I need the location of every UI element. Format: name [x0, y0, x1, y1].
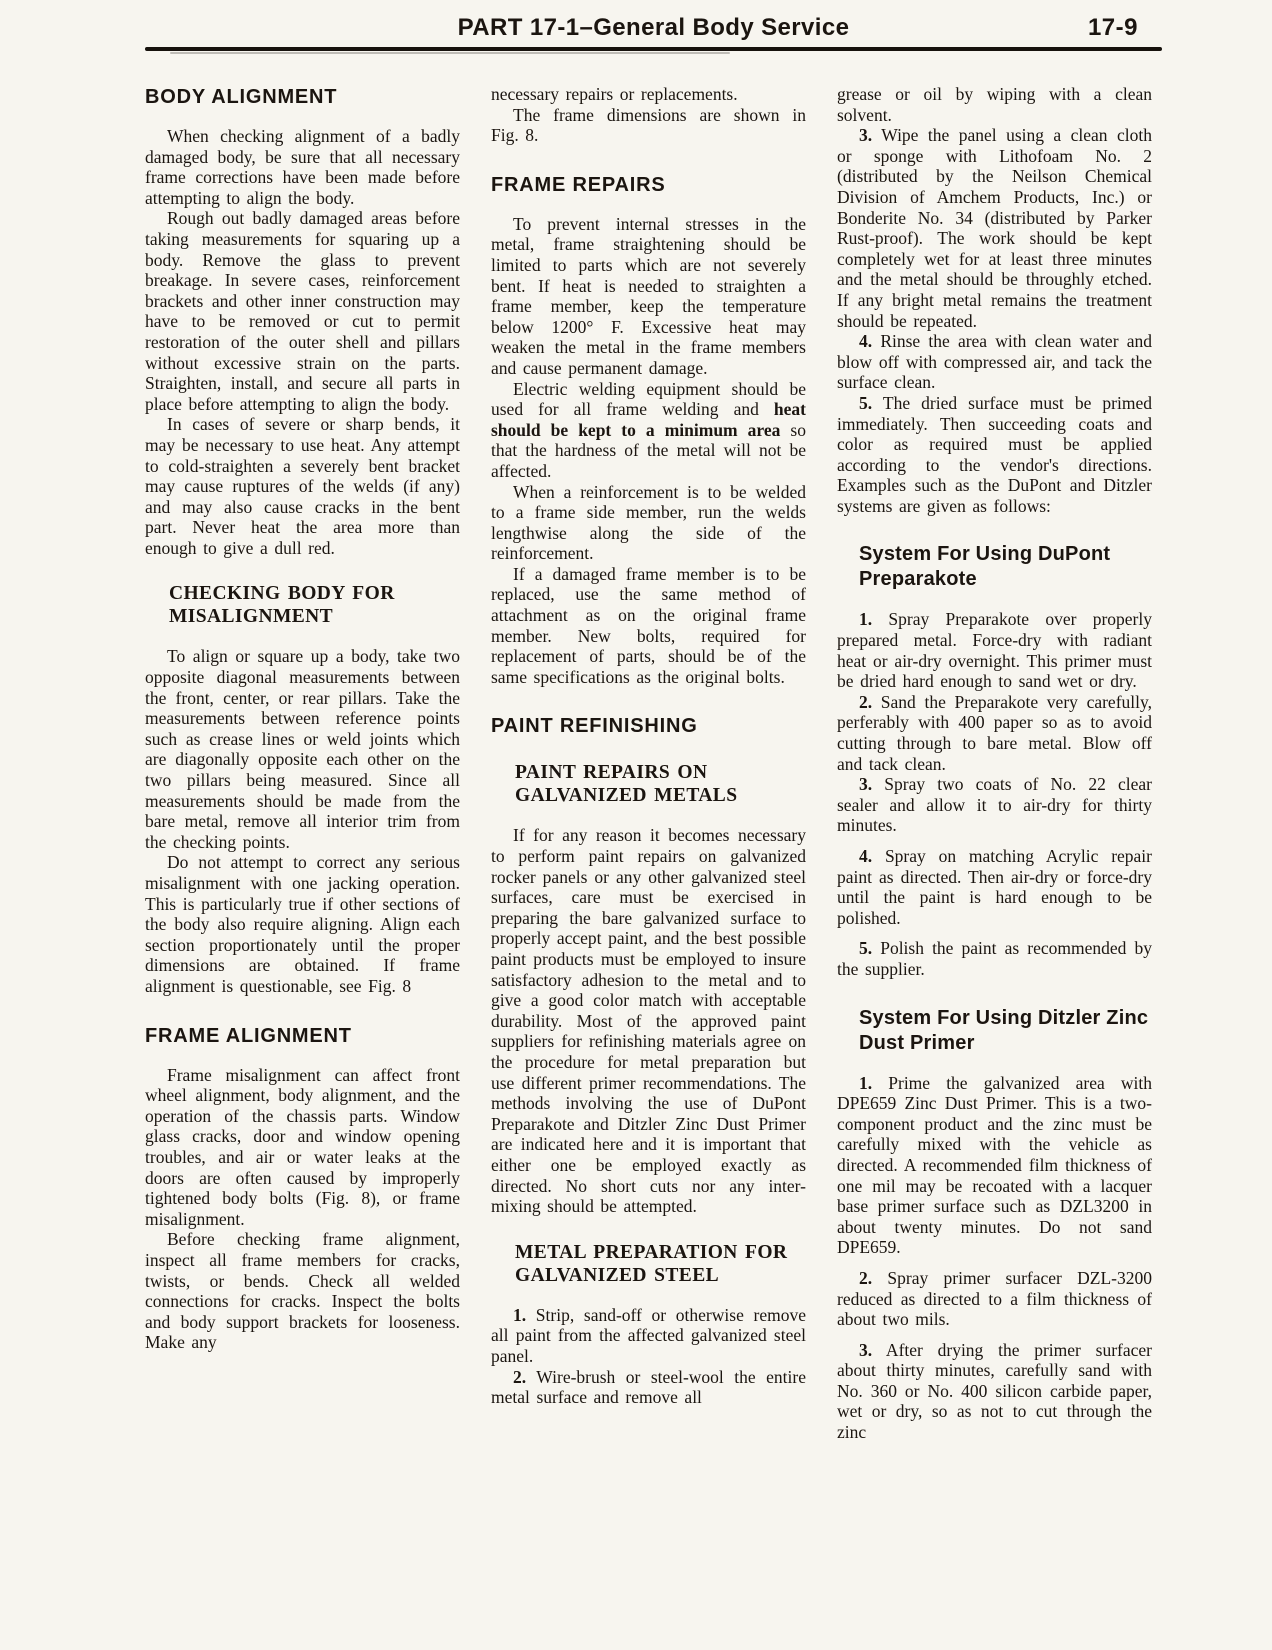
paragraph: To align or square up a body, take two opposite diagonal measurements between the front, center, or rear pillars. Take the measurements between reference points such as crease lines or weld joints which are diagonally opposite each other on the two pillars being measured. Since all measurements should be made from the bare metal, remove all interior trim from the checking points.: [145, 646, 460, 852]
list-item: 1. Spray Preparakote over properly prepared metal. Force-dry with radiant heat or air-dry overnight. This primer must be dried hard enough to sand wet or dry.: [837, 609, 1152, 692]
paragraph-continued: necessary repairs or replacements.: [491, 84, 738, 104]
heading-system-for-using-ditzler-zinc-dust-primer: System For Using Ditzler Zinc Dust Primer: [859, 1006, 1149, 1054]
list-item: 1. Strip, sand-off or otherwise remove all paint from the affected galvanized steel panel.: [491, 1304, 806, 1366]
paragraph: If for any reason it becomes necessary to perform paint repairs on galvanized rocker panels or any other galvanized steel surfaces, care must be exercised in preparing the bare galvanized surface to properly accept paint, and the best possible paint products must be employed to insure satisfactory adhesion to the metal and to give a good color match with acceptable durability. Most of the approved paint suppliers for refinishing materials agree on the procedure for metal preparation but use different primer recommendations. The methods involving the use of DuPont Preparakote and Ditzler Zinc Dust Primer are indicated here and it is important that either one be employed exactly as directed. No short cuts nor any inter-mixing should be attempted.: [491, 825, 806, 1217]
list-item: 4. Spray on matching Acrylic repair paint as directed. Then air-dry or force-dry until the paint is hard enough to be polished.: [837, 846, 1152, 928]
heading-checking-body-for-misalignment: CHECKING BODY FOR MISALIGNMENT: [169, 583, 395, 628]
heading-system-for-using-dupont-preparakote: System For Using DuPont Preparakote: [859, 543, 1111, 591]
paragraph: Before checking frame alignment, inspect all frame members for cracks, twists, or bends. Check all welded connections for cracks. Inspect the bolts and body support brackets for looseness. Make any: [145, 1229, 460, 1353]
heading-paint-repairs-on-galvanized-metals: PAINT REPAIRS ON GALVANIZED METALS: [515, 762, 738, 807]
paragraph: Rough out badly damaged areas before taking measurements for squaring up a body. Remove the glass to prevent breakage. In severe cases, reinforcement brackets and other inner construction may have to be removed or cut to permit restoration of the outer shell and pillars without excessive strain on the parts. Straighten, install, and secure all parts in place before attempting to align the body.: [145, 208, 460, 414]
heading-body-alignment: BODY ALIGNMENT: [145, 86, 338, 108]
list-item: 4. Rinse the area with clean water and blow off with compressed air, and tack the surface clean.: [837, 331, 1152, 393]
list-item: 2. Wire-brush or steel-wool the entire metal surface and remove all: [491, 1366, 806, 1408]
heading-paint-refinishing: PAINT REFINISHING: [491, 715, 698, 738]
heading-metal-preparation-for-galvanized-steel: METAL PREPARATION FOR GALVANIZED STEEL: [515, 1241, 788, 1286]
list-item: 5. The dried surface must be primed immediately. Then succeeding coats and color as required must be applied according to the vendor's directions. Examples such as the DuPont and Ditzler systems are given as follows:: [837, 392, 1152, 516]
heading-frame-alignment: FRAME ALIGNMENT: [145, 1024, 352, 1047]
column-2: [491, 84, 806, 1443]
paragraph: In cases of severe or sharp bends, it may be necessary to use heat. Any attempt to cold-straighten a severely bent bracket may cause ruptures of the welds (if any) and may also cause cracks in the bent part. Never heat the area more than enough to give a dull red.: [145, 414, 460, 558]
page-body: [145, 84, 1152, 1443]
list-item: 2. Sand the Preparakote very carefully, perferably with 400 paper so as to avoid cutting through to bare metal. Blow off and tack clean.: [837, 691, 1152, 774]
paragraph: When a reinforcement is to be welded to a frame side member, run the welds lengthwise along the side of the reinforcement.: [491, 481, 806, 564]
list-item: 3. After drying the primer surfacer about thirty minutes, carefully sand with No. 360 or No. 400 silicon carbide paper, wet or dry, so as not to cut through the zinc: [837, 1339, 1152, 1443]
column-3: [837, 84, 1152, 1443]
page-number: 17-9: [1087, 14, 1138, 41]
page-title: PART 17-1–General Body Service: [457, 14, 850, 41]
paragraph: If a damaged frame member is to be replaced, use the same method of attachment as on the original frame member. New bolts, required for replacement of parts, should be of the same specifications as the original bolts.: [491, 563, 806, 687]
paragraph-continued: grease or oil by wiping with a clean solvent.: [837, 84, 1152, 125]
list-item: 1. Prime the galvanized area with DPE659 Zinc Dust Primer. This is a two-component product and the zinc must be carefully mixed with the vehicle as directed. A recommended film thickness of one mil may be recoated with a lacquer base primer surface such as DZL3200 in about twenty minutes. Do not sand DPE659.: [837, 1072, 1152, 1258]
paragraph: Electric welding equipment should be used for all frame welding and heat should be kept to a minimum area so that the hardness of the metal will not be affected.: [491, 378, 806, 481]
heading-frame-repairs: FRAME REPAIRS: [491, 173, 666, 196]
header-rule-smudge: [170, 52, 730, 54]
list-item: 3. Wipe the panel using a clean cloth or sponge with Lithofoam No. 2 (distributed by the Neilson Chemical Division of Amchem Products, Inc.) or Bonderite No. 34 (distributed by Parker Rust-proof). The work should be kept completely wet for at least three minutes and the metal should be throughly etched. If any bright metal remains the treatment should be repeated.: [837, 125, 1152, 331]
column-1: [145, 84, 460, 1443]
paragraph: The frame dimensions are shown in Fig. 8.: [491, 104, 806, 146]
header-rule: [145, 47, 1162, 51]
paragraph: To prevent internal stresses in the metal, frame straightening should be limited to parts which are not severely bent. If heat is needed to straighten a frame member, keep the temperature below 1200° F. Excessive heat may weaken the metal in the frame members and cause permanent damage.: [491, 213, 806, 378]
list-item: 3. Spray two coats of No. 22 clear sealer and allow it to air-dry for thirty minutes.: [837, 774, 1152, 836]
paragraph: Do not attempt to correct any serious misalignment with one jacking operation. This is particularly true if other sections of the body also require aligning. Align each section proportionately until the proper dimensions are obtained. If frame alignment is questionable, see Fig. 8: [145, 852, 460, 996]
list-item: 2. Spray primer surfacer DZL-3200 reduced as directed to a film thickness of about two mils.: [837, 1267, 1152, 1330]
paragraph: Frame misalignment can affect front wheel alignment, body alignment, and the operation of the chassis parts. Window glass cracks, door and window opening troubles, and air or water leaks at the doors are often caused by improperly tightened body bolts (Fig. 8), or frame misalignment.: [145, 1064, 460, 1229]
list-item: 5. Polish the paint as recommended by the supplier.: [837, 938, 1152, 979]
paragraph: When checking alignment of a badly damaged body, be sure that all necessary frame corrections have been made before attempting to align the body.: [145, 126, 460, 208]
